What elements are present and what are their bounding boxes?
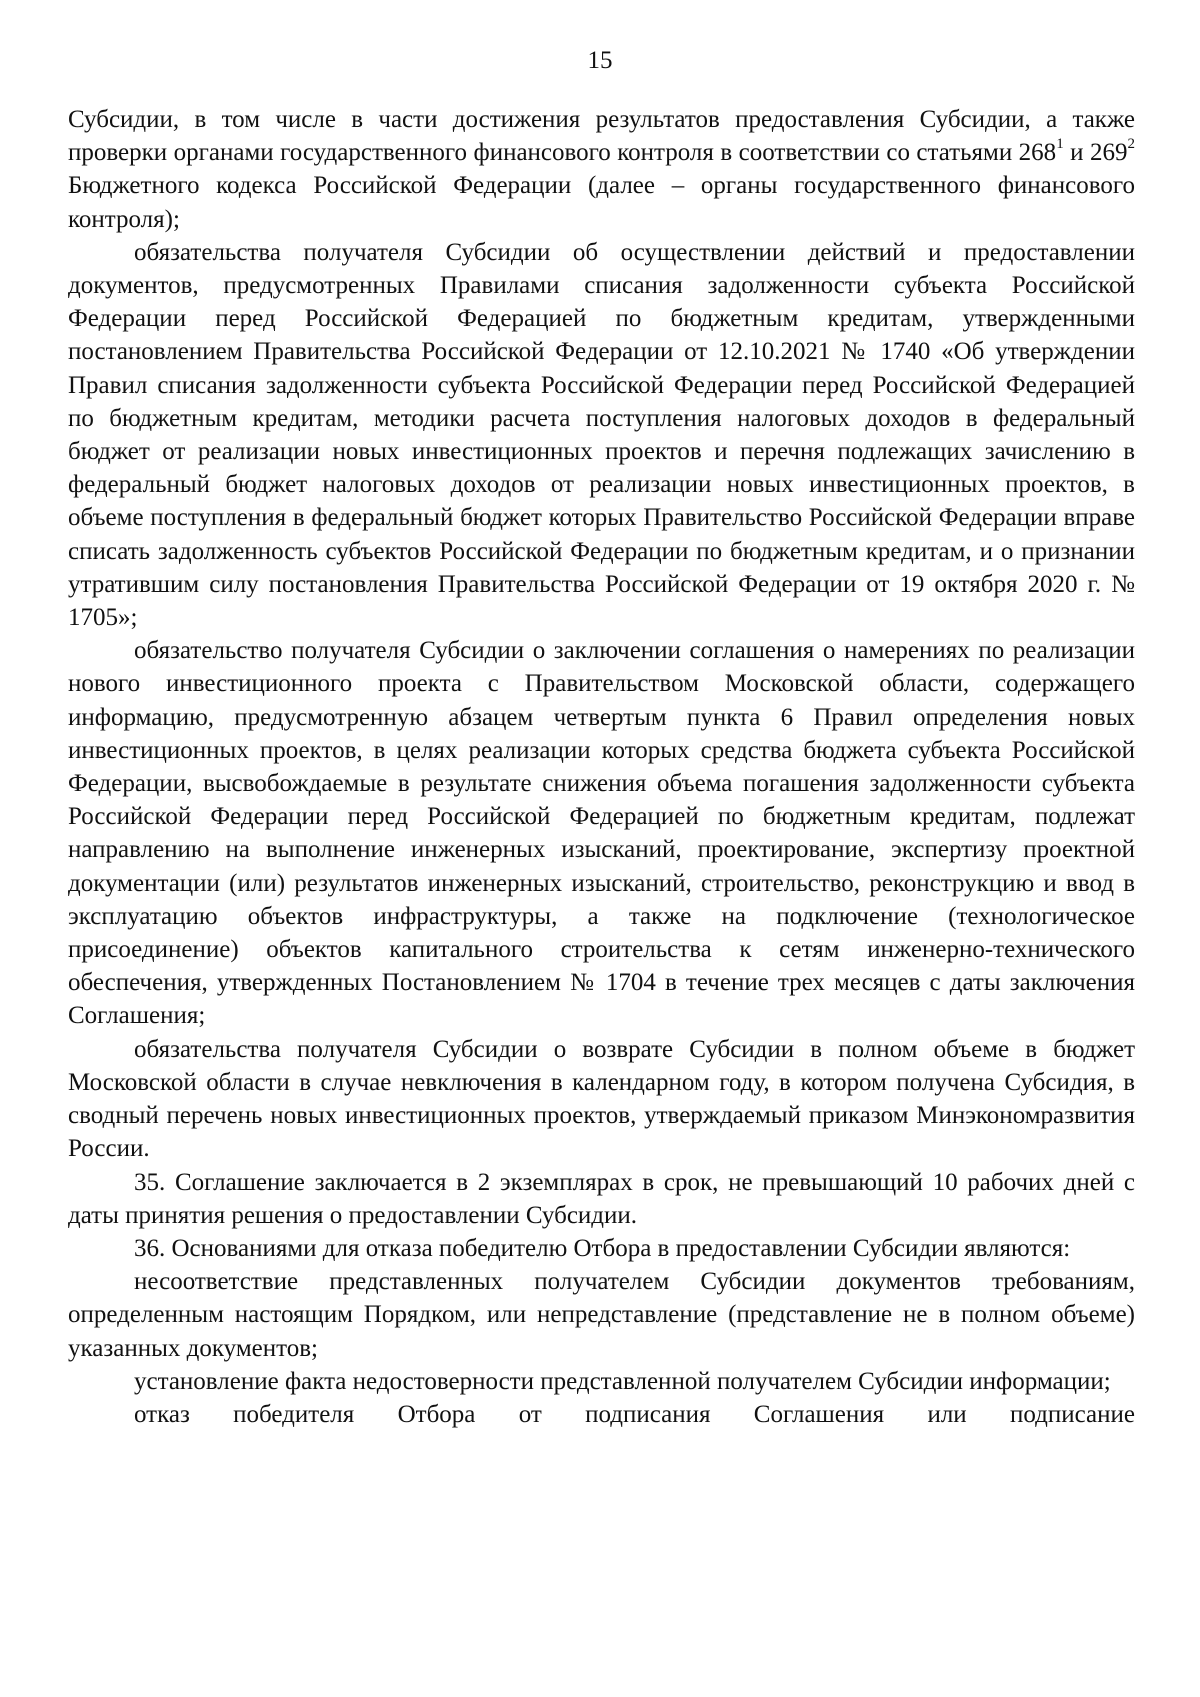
paragraph-item-35: 35. Соглашение заключается в 2 экземплярах в срок, не превышающий 10 рабочих дней с даты принятия решения о предоставлении Субсидии. (68, 1168, 1135, 1229)
paragraph-text: и 269 (1063, 139, 1128, 167)
paragraph-obligation-agreement: обязательство получателя Субсидии о заключении соглашения о намерениях по реализации нового инвестиционного проекта с Правительством Московской области, содержащего информацию, предусмотренную абзацем четвертым пункта 6 Правил определения новых инвестиционных проектов, в целях реализации которых средства бюджета субъекта Российской Федерации, высвобождаемые в результате снижения объема погашения задолженности субъекта Российской Федерации перед Российской Федерацией по бюджетным кредитам, подлежат направлению на выполнение инженерных изысканий, проектирование, экспертизу проектной документации (или) результатов инженерных изысканий, строительство, реконструкцию и ввод в эксплуатацию объектов инфраструктуры, а также на подключение (технологическое присоединение) объектов капитального строительства к сетям инженерно-технического обеспечения, утвержденных Постановлением № 1704 в течение трех месяцев с даты заключения Соглашения; (68, 637, 1135, 1030)
page-body (68, 103, 1135, 1431)
paragraph-continuation (68, 103, 1135, 236)
superscript: 1 (1056, 135, 1064, 152)
paragraph-item-36: 36. Основаниями для отказа победителю Отбора в предоставлении Субсидии являются: (134, 1234, 1071, 1262)
paragraph-refusal: отказ победителя Отбора от подписания Соглашения или подписание (134, 1400, 1135, 1428)
paragraph-text: Субсидии, в том числе в части достижения результатов предоставления Субсидии, а также проверки органами государственного финансового контроля в соответствии со статьями 268 (68, 106, 1135, 167)
paragraph-unreliable-info: установление факта недостоверности представленной получателем Субсидии информации; (134, 1367, 1111, 1395)
page-number: 15 (587, 47, 613, 74)
superscript: 2 (1127, 135, 1135, 152)
paragraph-obligations-write-off: обязательства получателя Субсидии об осуществлении действий и предоставлении документов, предусмотренных Правилами списания задолженности субъекта Российской Федерации перед Российской Федерацией по бюджетным кредитам, утвержденными постановлением Правительства Российской Федерации от 12.10.2021 № 1740 «Об утверждении Правил списания задолженности субъекта Российской Федерации перед Российской Федерацией по бюджетным кредитам, методики расчета поступления налоговых доходов в федеральный бюджет от реализации новых инвестиционных проектов и перечня подлежащих зачислению в федеральный бюджет налоговых доходов от реализации новых инвестиционных проектов, в объеме поступления в федеральный бюджет которых Правительство Российской Федерации вправе списать задолженность субъектов Российской Федерации по бюджетным кредитам, и о признании утратившим силу постановления Правительства Российской Федерации от 19 октября 2020 г. № 1705»; (68, 238, 1135, 632)
paragraph-text: Бюджетного кодекса Российской Федерации (далее – органы государственного финансового контроля); (68, 172, 1135, 233)
paragraph-mismatch: несоответствие представленных получателем Субсидии документов требованиям, определенным настоящим Порядком, или непредставление (представление не в полном объеме) указанных документов; (68, 1268, 1135, 1362)
paragraph-obligations-refund: обязательства получателя Субсидии о возврате Субсидии в полном объеме в бюджет Московской области в случае невключения в календарном году, в котором получена Субсидия, в сводный перечень новых инвестиционных проектов, утверждаемый приказом Минэкономразвития России. (68, 1035, 1135, 1163)
